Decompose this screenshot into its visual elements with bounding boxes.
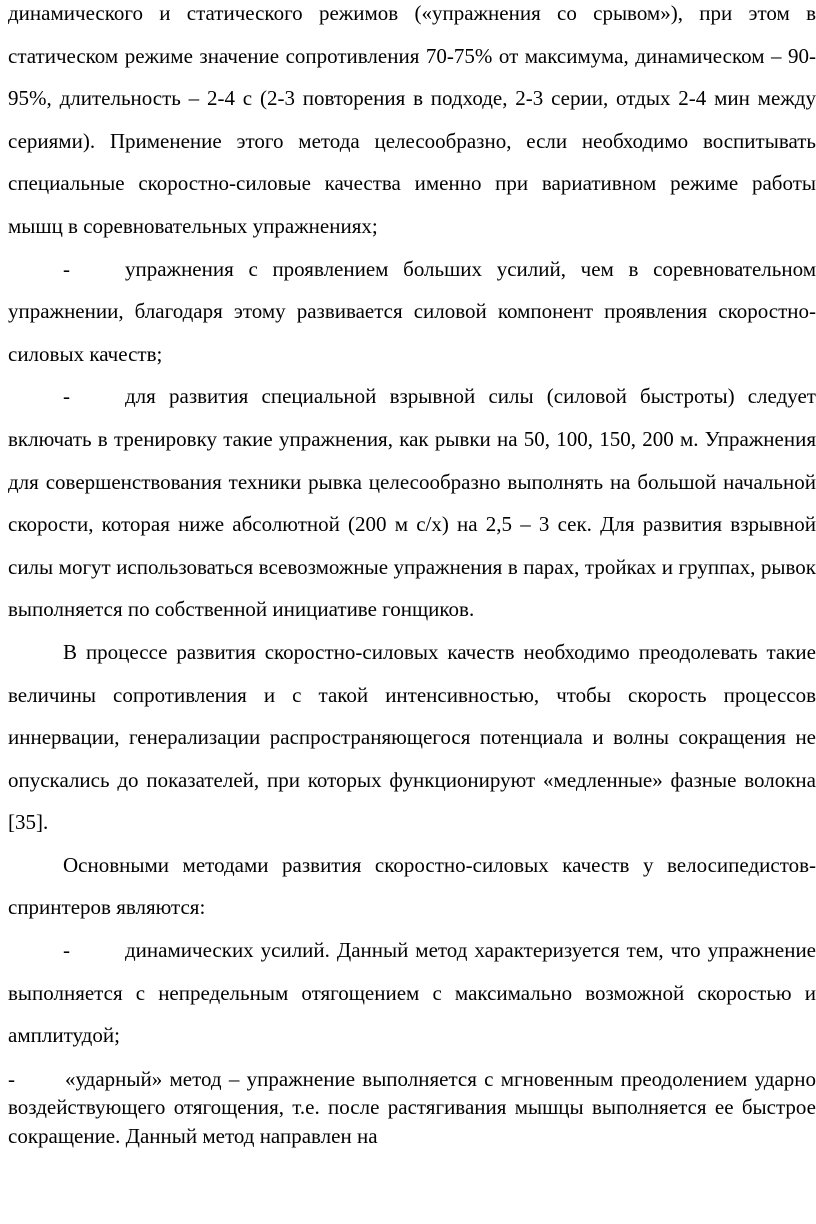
list-item-text: «ударный» метод – упражнение выполняется с мгновенным преодолением ударно воздействующего отягощения, т.е. после растягивания мышцы выполняется ее быстрое сокращение. Данный метод направлен на bbox=[8, 1066, 816, 1148]
list-item bbox=[8, 1065, 816, 1151]
list-dash: - bbox=[63, 256, 70, 281]
list-item-text: упражнения с проявлением больших усилий, чем в соревновательном упражнении, благодаря этому развивается силовой компонент проявления скоростно-силовых качеств; bbox=[8, 256, 816, 366]
list-dash: - bbox=[8, 1066, 15, 1091]
list-item bbox=[8, 929, 816, 1057]
list-dash: - bbox=[63, 938, 70, 963]
document-page bbox=[8, 0, 816, 1150]
list-dash: - bbox=[63, 384, 70, 409]
paragraph-continuation: динамического и статического режимов («упражнения со срывом»), при этом в статическом режиме значение сопротивления 70-75% от максимума, динамическом – 90-95%, длительность – 2-4 с (2-3 повторения в подходе, 2-3 серии, отдых 2-4 мин между сериями). Применение этого метода целесообразно, если необходимо воспитывать специальные скоростно-силовые качества именно при вариативном режиме работы мышц в соревновательных упражнениях; bbox=[8, 1, 816, 238]
list-item bbox=[8, 248, 816, 376]
paragraph: Основными методами развития скоростно-силовых качеств у велосипедистов-спринтеров являются: bbox=[8, 852, 816, 920]
paragraph: В процессе развития скоростно-силовых качеств необходимо преодолевать такие величины сопротивления и с такой интенсивностью, чтобы скорость процессов иннервации, генерализации распространяющегося потенциала и волны сокращения не опускались до показателей, при которых функционируют «медленные» фазные волокна [35]. bbox=[8, 639, 816, 835]
list-item-text: динамических усилий. Данный метод характеризуется тем, что упражнение выполняется с непредельным отягощением с максимально возможной скоростью и амплитудой; bbox=[8, 938, 816, 1048]
list-item bbox=[8, 375, 816, 631]
list-item-text: для развития специальной взрывной силы (силовой быстроты) следует включать в тренировку такие упражнения, как рывки на 50, 100, 150, 200 м. Упражнения для совершенствования техники рывка целесообразно выполнять на большой начальной скорости, которая ниже абсолютной (200 м с/х) на 2,5 – 3 сек. Для развития взрывной силы могут использоваться всевозможные упражнения в парах, тройках и группах, рывок выполняется по собственной инициативе гонщиков. bbox=[8, 384, 816, 622]
